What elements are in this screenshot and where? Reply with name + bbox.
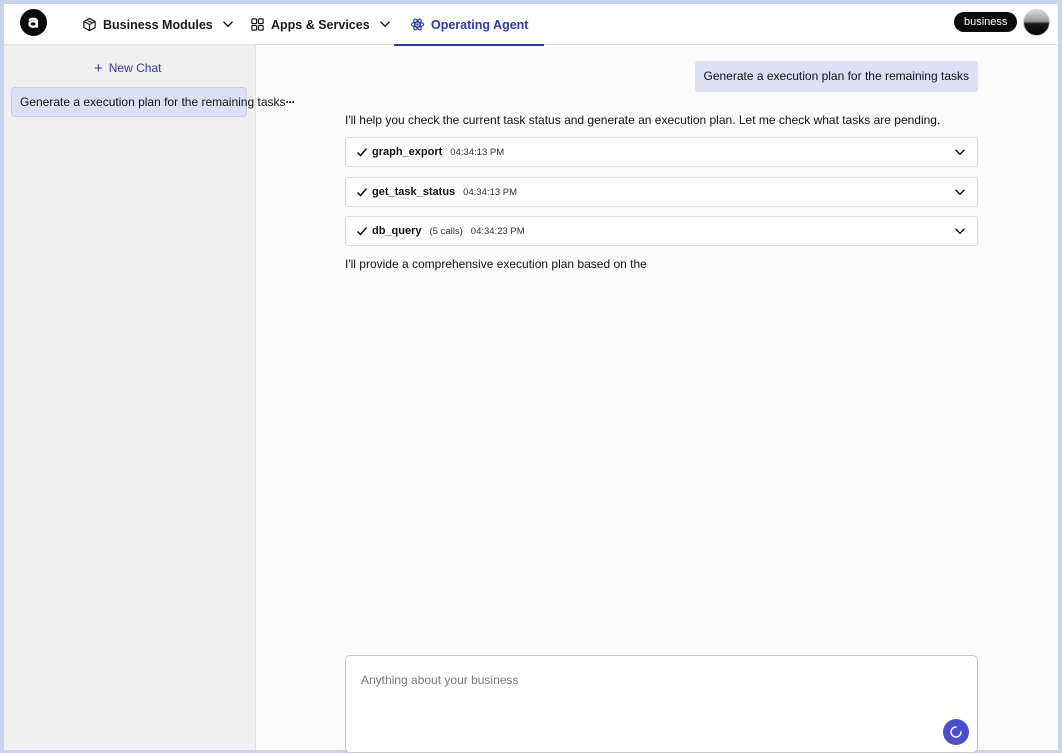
nav-apps-services[interactable] — [250, 4, 393, 45]
top-nav — [4, 4, 1058, 45]
cube-icon — [82, 17, 97, 32]
new-chat-label: New Chat — [108, 61, 162, 75]
tool-time: 04:34:13 PM — [450, 146, 505, 158]
chevron-down-icon — [378, 17, 393, 32]
chevron-down-icon[interactable] — [953, 224, 967, 238]
tool-time: 04:34:13 PM — [463, 186, 518, 198]
tool-time: 04:34:23 PM — [470, 225, 525, 237]
nav-label: Apps & Services — [271, 17, 370, 32]
nav-label: Business Modules — [103, 17, 213, 32]
check-icon — [356, 225, 372, 237]
check-icon — [356, 146, 372, 158]
chat-title: Generate a execution plan for the remaining tasks — [20, 95, 286, 109]
atom-icon — [410, 17, 425, 32]
tool-name: get_task_status — [372, 186, 456, 198]
tool-name: graph_export — [372, 146, 443, 158]
check-icon — [356, 186, 372, 198]
chat-sidebar — [4, 45, 295, 750]
chevron-down-icon[interactable] — [953, 145, 967, 159]
assistant-message: I'll help you check the current task status and generate an execution plan. Let me check what tasks are pending. — [345, 113, 941, 127]
tool-name: db_query — [372, 225, 422, 237]
send-button[interactable] — [943, 719, 969, 745]
user-message: Generate a execution plan for the remaining tasks — [695, 61, 979, 92]
nav-business-modules[interactable] — [82, 4, 236, 45]
tool-call-db-query[interactable] — [345, 216, 978, 246]
workspace-badge[interactable]: business — [954, 12, 1017, 32]
composer — [345, 655, 978, 753]
logo-a-icon — [24, 13, 43, 32]
app-logo[interactable] — [20, 9, 47, 36]
plus-icon: + — [94, 59, 103, 77]
tool-call-graph-export[interactable] — [345, 137, 978, 167]
tool-call-count: (5 calls) — [429, 225, 463, 237]
tool-call-get-task-status[interactable] — [345, 177, 978, 207]
chat-history-item[interactable] — [11, 87, 295, 117]
chevron-down-icon[interactable] — [953, 185, 967, 199]
grid-icon — [250, 17, 265, 32]
user-avatar[interactable] — [1023, 9, 1050, 36]
nav-operating-agent[interactable] — [410, 4, 528, 45]
message-input[interactable] — [346, 656, 977, 752]
nav-label: Operating Agent — [431, 17, 529, 32]
new-chat-button[interactable] — [94, 59, 161, 77]
conversation-panel — [257, 45, 1058, 750]
loading-spinner-icon — [949, 725, 963, 739]
more-options-icon[interactable]: ··· — [285, 95, 295, 109]
assistant-streaming-message: I'll provide a comprehensive execution plan based on the — [345, 257, 647, 271]
app-window — [4, 4, 1058, 750]
chevron-down-icon — [221, 17, 236, 32]
